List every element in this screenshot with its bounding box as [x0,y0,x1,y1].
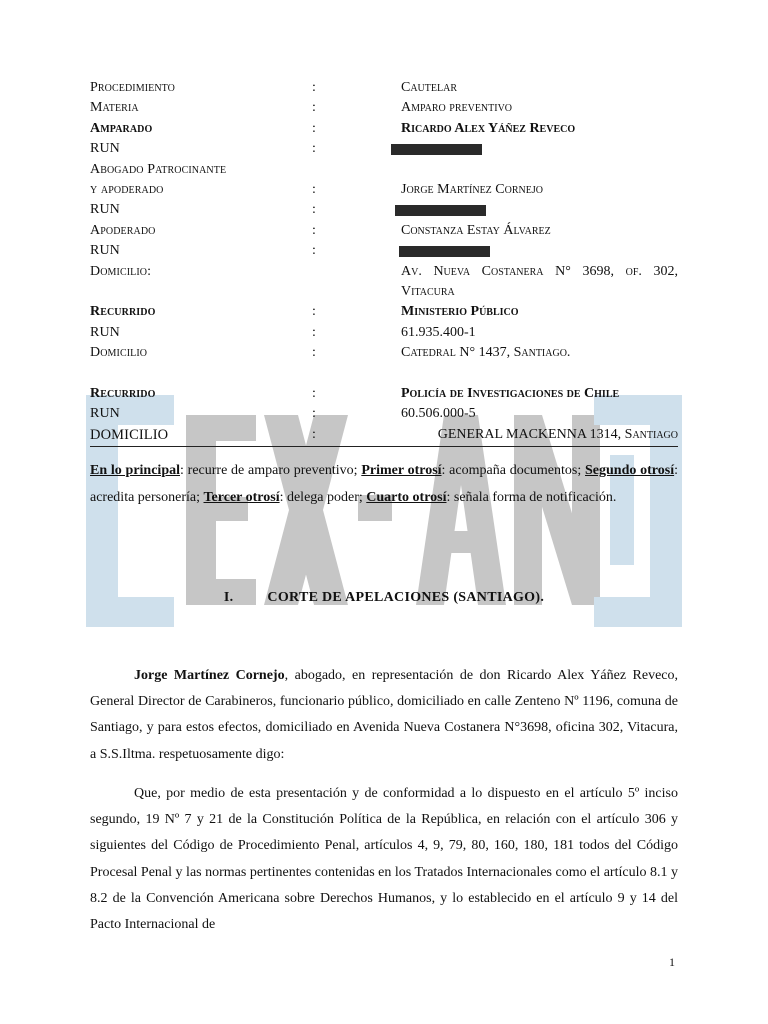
header-value: Cautelar [401,80,457,95]
header-row [90,262,678,303]
header-row: Amparado : Ricardo Alex Yáñez Reveco [90,119,678,139]
divider [90,446,678,447]
header-label: RUN [90,202,120,218]
header-label: Amparado [90,120,153,136]
header-label: Materia [90,100,139,116]
header-row: RUN : [90,139,678,159]
redaction-bar [391,144,482,155]
header-row: RUN : [90,200,678,220]
header-row [90,160,678,180]
header-label: Domicilio: [90,263,152,279]
court-heading [90,590,678,606]
header-value: 60.506.000-5 [401,406,476,422]
header-row: Domicilio : Catedral N° 1437, Santiago. [90,343,678,363]
header-label: Recurrido [90,385,156,401]
header-value: Ricardo Alex Yáñez Reveco [401,120,576,136]
header-value: Catedral N° 1437, Santiago. [401,345,571,361]
header-row: Recurrido : Ministerio Público [90,302,678,322]
body-paragraph: Jorge Martínez Cornejo, abogado, en representación de don Ricardo Alex Yáñez Reveco, General Director de Carabineros, funcionario público, domiciliado en calle Zenteno Nº 1196, comuna de Santiago, y para estos efectos, domiciliado en Avenida Nueva Costanera N°3698, oficina 302, Vitacura, a S.S.Iltma. respetuosamente digo: [90,668,679,762]
header-label: RUN [90,324,120,340]
header-value: Amparo preventivo [401,100,513,116]
header-label: Apoderado [90,222,156,238]
lawyer-name: Jorge Martínez Cornejo [134,668,285,683]
header-row: RUN : [90,241,678,261]
court-title: CORTE DE APELACIONES (SANTIAGO). [267,590,545,605]
header-value: 61.935.400-1 [401,324,476,340]
header-label: Procedimiento [90,80,176,95]
header-label: DOMICILIO [90,426,169,443]
header-row: RUN : 61.935.400-1 [90,323,678,343]
page-number: 1 [669,955,675,969]
header-row: Procedimiento : Cautelar [90,78,678,98]
header-row: y apoderado : Jorge Martínez Cornejo [90,180,678,200]
body-paragraph: Que, por medio de esta presentación y de conformidad a lo dispuesto en el artículo 5º inciso segundo, 19 Nº 7 y 21 de la Constitución Política de la República, en relación con el artículo 306 y siguientes del Código de Procedimiento Penal, artículos 4, 9, 79, 80, 160, 180, 181 todos del Código Procesal Penal y las normas pertinentes contenidas en los Tratados Internacionales como el artículo 8.1 y 8.2 de la Convención Americana sobre Derechos Humanos, y lo establecido en el artículo 9 y 14 del Pacto Internacional de [90,786,678,933]
section-number: I. [223,590,234,605]
case-header [90,78,678,445]
header-value: Av. Nueva Costanera N° 3698, of. 302, Vitacura [401,263,678,299]
header-row: DOMICILIO : GENERAL MACKENNA 1314, Santiago [90,425,678,445]
header-label: Abogado Patrocinante [90,161,227,177]
header-row: RUN : 60.506.000-5 [90,404,678,424]
redaction-bar [399,246,490,257]
header-value: Policía de Investigaciones de Chile [401,385,620,401]
header-value: Jorge Martínez Cornejo [401,181,543,197]
header-row: Materia : Amparo preventivo [90,98,678,118]
header-label: y apoderado [90,181,164,197]
header-row: Recurrido : Policía de Investigaciones de Chile [90,384,678,404]
header-row: Apoderado : Constanza Estay Álvarez [90,221,678,241]
petition-summary: En lo principal: recurre de amparo preventivo; Primer otrosí: acompaña documentos; Segundo otrosí: acredita personería; Tercer otrosí: delega poder; Cuarto otrosí: señala forma de notificación. [90,463,678,505]
header-label: Recurrido [90,304,156,320]
header-value: Constanza Estay Álvarez [401,222,551,238]
header-label: Domicilio [90,345,148,361]
redaction-bar [395,205,486,216]
header-label: RUN [90,406,120,422]
header-label: RUN [90,243,120,259]
header-value: GENERAL MACKENNA 1314, Santiago [437,426,678,442]
header-value: Ministerio Público [401,304,519,320]
header-label: RUN [90,141,120,157]
